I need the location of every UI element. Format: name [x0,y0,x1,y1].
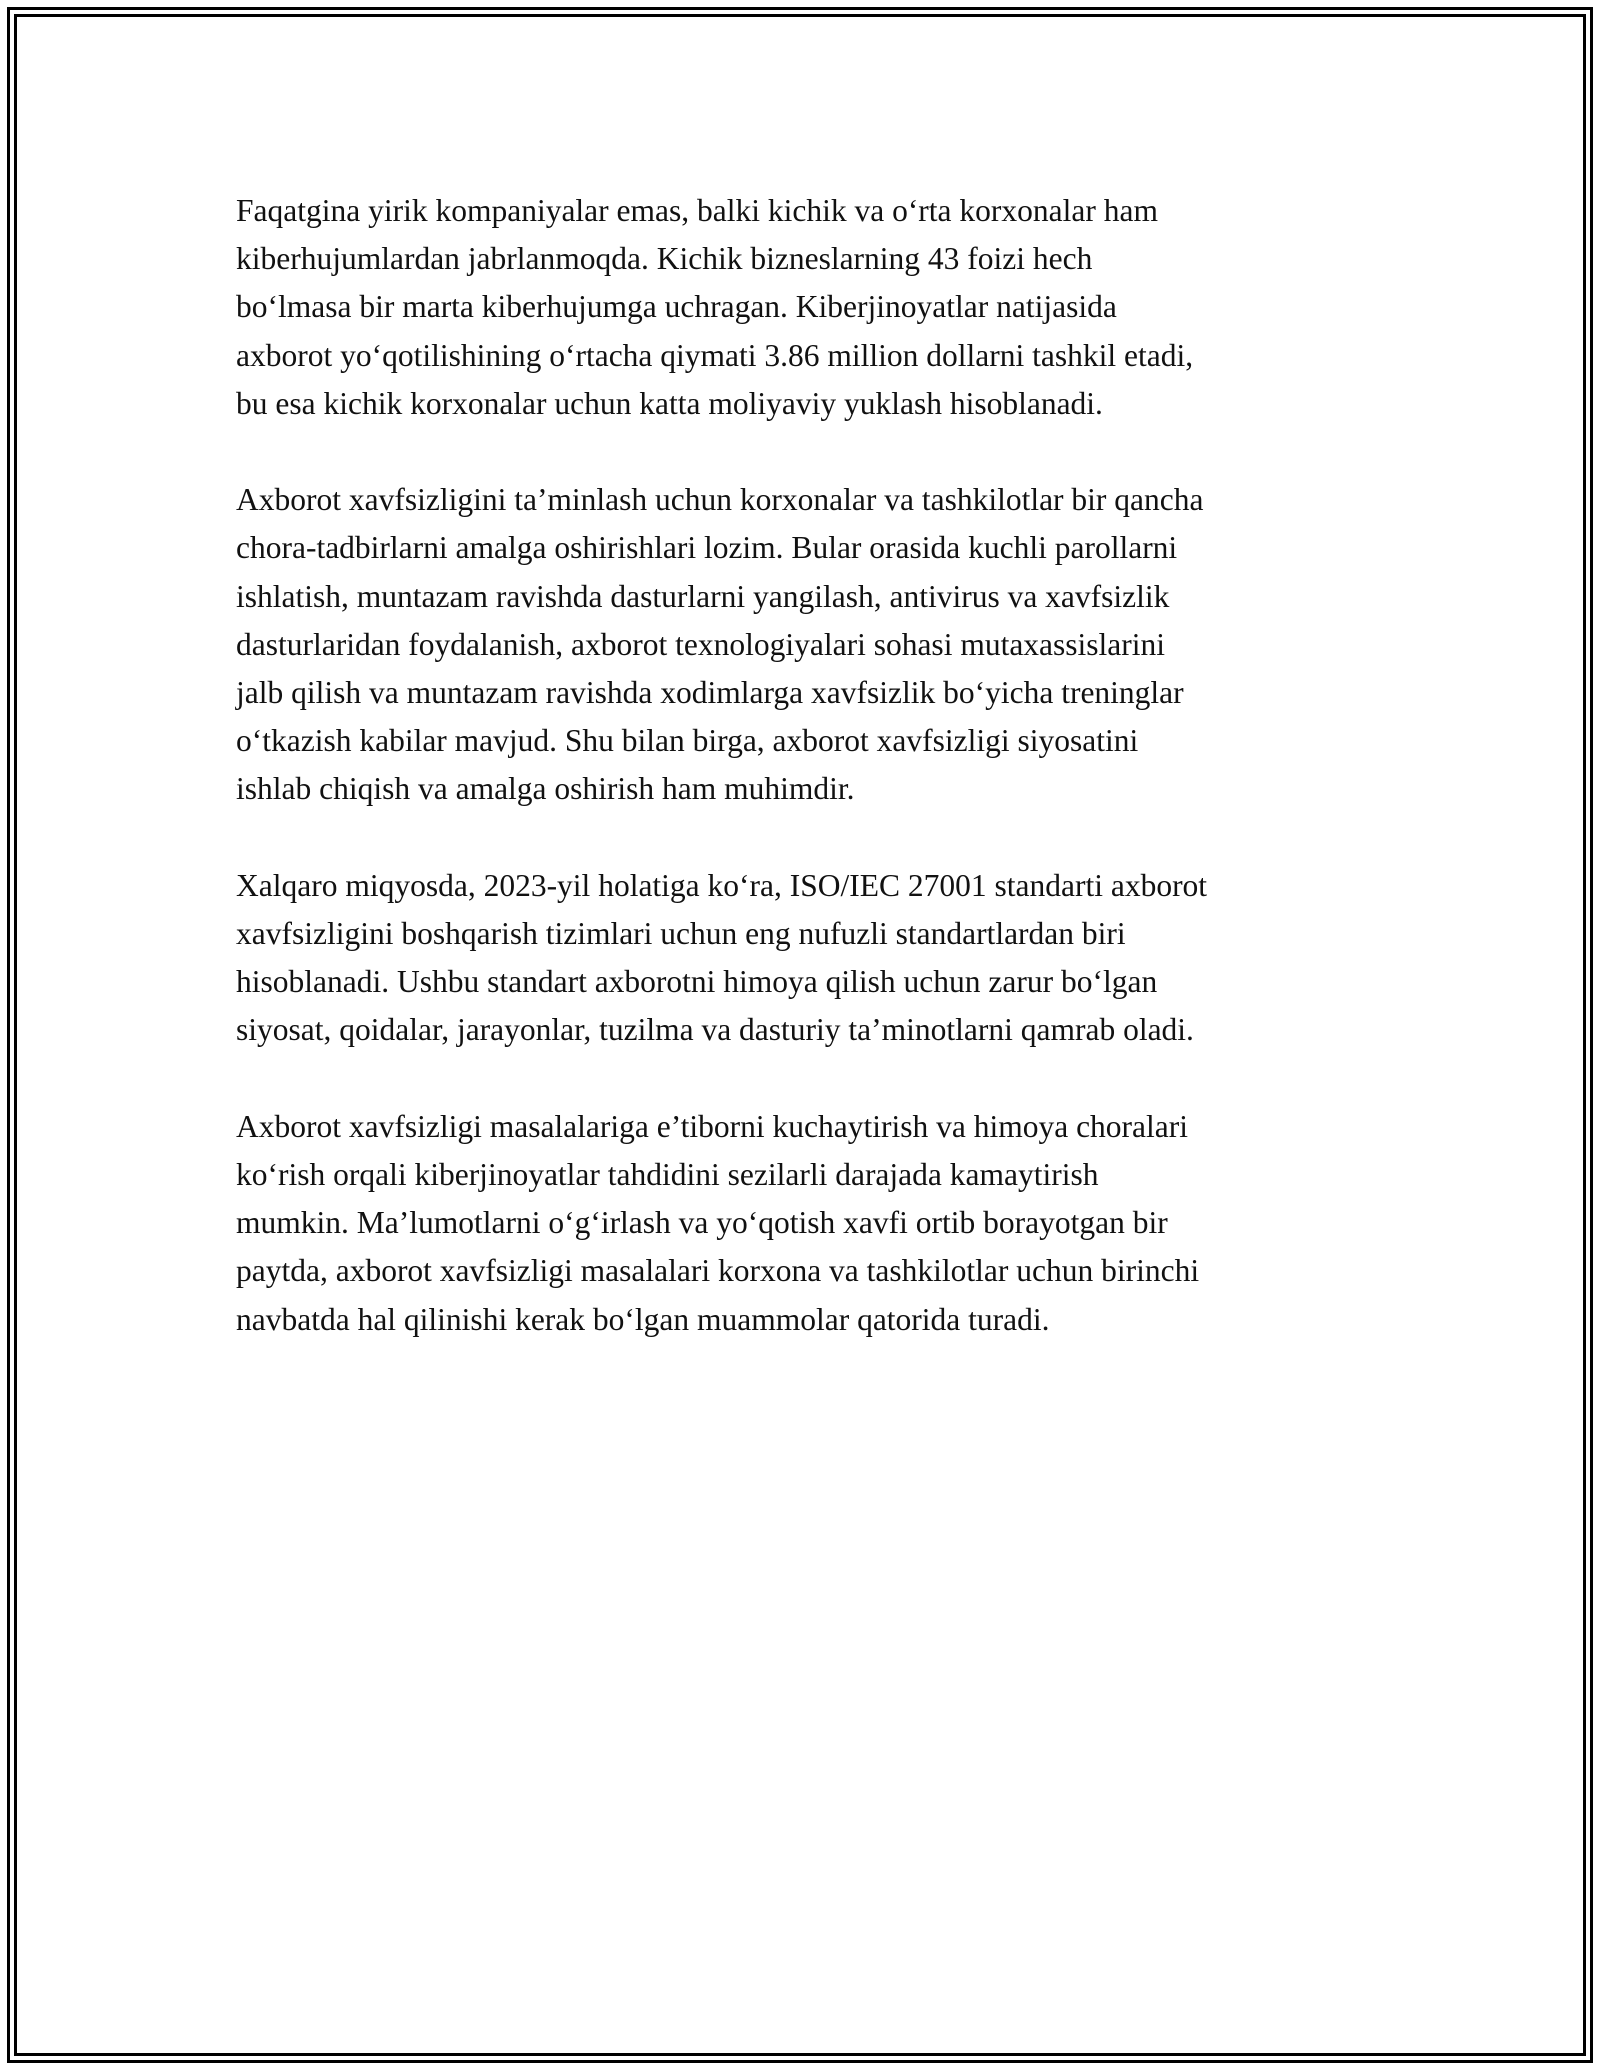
text-line: siyosat, qoidalar, jarayonlar, tuzilma va dasturiy ta’minotlarni qamrab oladi. [236,1012,1194,1048]
text-line: bu esa kichik korxonalar uchun katta moliyaviy yuklash hisoblanadi. [236,385,1103,421]
text-line: bo‘lmasa bir marta kiberhujumga uchragan. Kiberjinoyatlar natijasida [236,289,1117,325]
text-line: navbatda hal qilinishi kerak bo‘lgan muammolar qatorida turadi. [236,1301,1050,1337]
paragraph-security-measures [236,476,1376,813]
text-line: dasturlaridan foydalanish, axborot texnologiyalari sohasi mutaxassislarini [236,626,1166,662]
text-line: axborot yo‘qotilishining o‘rtacha qiymati 3.86 million dollarni tashkil etadi, [236,337,1194,373]
text-line: ishlab chiqish va amalga oshirish ham muhimdir. [236,771,855,807]
paragraph-iso-standard [236,862,1376,1055]
text-line: Axborot xavfsizligi masalalariga e’tiborni kuchaytirish va himoya choralari [236,1108,1188,1144]
text-line: ko‘rish orqali kiberjinoyatlar tahdidini sezilarli darajada kamaytirish [236,1157,1099,1193]
text-line: hisoblanadi. Ushbu standart axborotni himoya qilish uchun zarur bo‘lgan [236,964,1158,1000]
text-line: Axborot xavfsizligini ta’minlash uchun korxonalar va tashkilotlar bir qancha [236,482,1204,518]
document-body [236,187,1376,1392]
text-line: Faqatgina yirik kompaniyalar emas, balki kichik va o‘rta korxonalar ham [236,193,1158,228]
text-line: jalb qilish va muntazam ravishda xodimlarga xavfsizlik bo‘yicha treninglar [236,675,1184,711]
text-line: o‘tkazish kabilar mavjud. Shu bilan birga, axborot xavfsizligi siyosatini [236,723,1139,759]
text-line: paytda, axborot xavfsizligi masalalari korxona va tashkilotlar uchun birinchi [236,1253,1200,1289]
paragraph-cyberattacks-small-business [236,187,1376,428]
text-line: ishlatish, muntazam ravishda dasturlarni yangilash, antivirus va xavfsizlik [236,578,1170,614]
text-line: xavfsizligini boshqarish tizimlari uchun eng nufuzli standartlardan biri [236,916,1126,952]
paragraph-conclusion [236,1103,1376,1344]
text-line: kiberhujumlardan jabrlanmoqda. Kichik bizneslarning 43 foizi hech [236,241,1093,277]
text-line: Xalqaro miqyosda, 2023-yil holatiga ko‘ra, ISO/IEC 27001 standarti axborot [236,867,1208,903]
text-line: mumkin. Ma’lumotlarni o‘g‘irlash va yo‘qotish xavfi ortib borayotgan bir [236,1205,1168,1241]
text-line: chora-tadbirlarni amalga oshirishlari lozim. Bular orasida kuchli parollarni [236,530,1178,566]
